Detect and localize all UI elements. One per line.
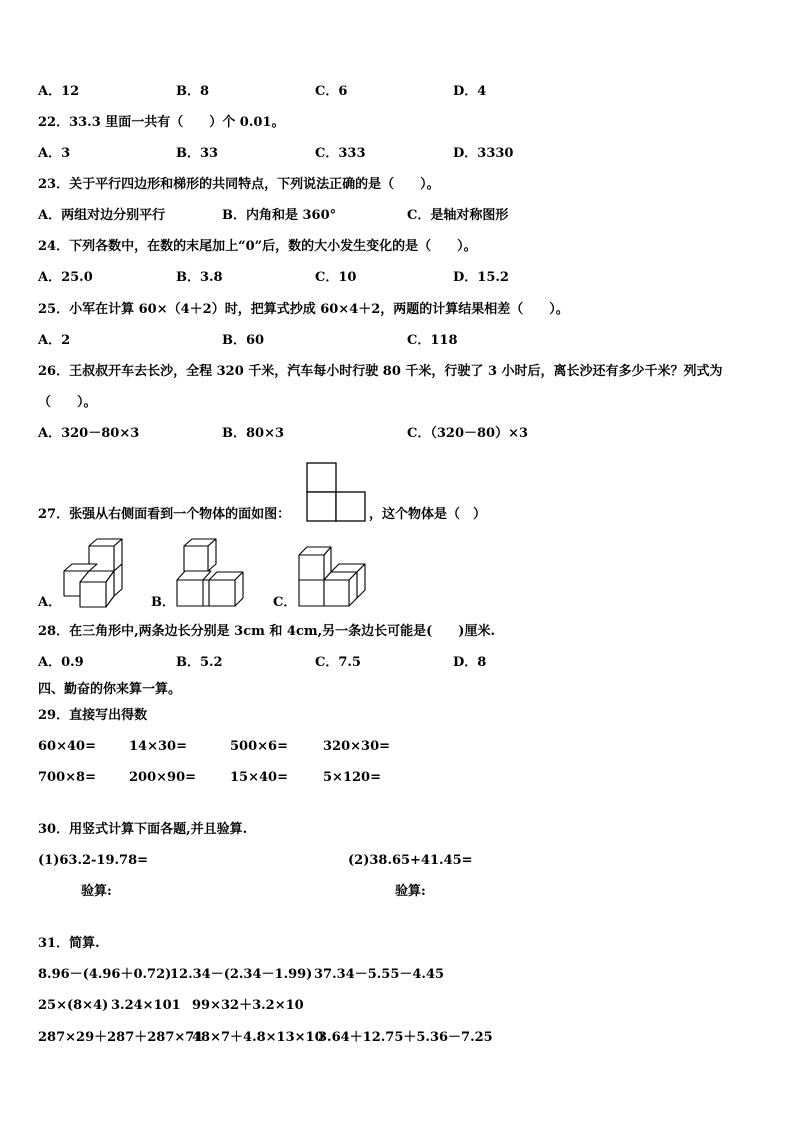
q25-option-b[interactable]: B．60 [222,333,265,348]
q29-item: 700×8= [38,770,96,785]
q24-option-c[interactable]: C．10 [315,270,357,285]
q27-option-a[interactable]: A． [38,595,62,610]
q21-option-c[interactable]: C．6 [315,84,348,99]
q23-stem: 23．关于平行四边形和梯形的共同特点，下列说法正确的是（ ）。 [38,177,440,192]
q29-item: 5×120= [323,770,381,785]
q29-item: 15×40= [230,770,288,785]
q30-stem: 30．用竖式计算下面各题,并且验算. [38,822,248,837]
q28-option-a[interactable]: A．0.9 [38,655,84,670]
q26-stem-line2: （ ）。 [38,395,97,410]
q31-item: 3.64＋12.75＋5.36－7.25 [318,1030,493,1045]
q29-stem: 29．直接写出得数 [38,708,148,723]
section-heading: 四、勤奋的你来算一算。 [38,682,182,697]
q21-option-d[interactable]: D．4 [453,84,487,99]
q24-option-b[interactable]: B．3.8 [176,270,223,285]
q25-option-c[interactable]: C．118 [407,333,458,348]
q28-option-b[interactable]: B．5.2 [176,655,223,670]
q29-item: 14×30= [129,739,187,754]
q31-item: 48×7＋4.8×13×10 [192,1030,324,1045]
q31-item: 25×(8×4) [38,998,109,1013]
q25-stem: 25．小军在计算 60×（4＋2）时，把算式抄成 60×4＋2，两题的计算结果相差（ ）。 [38,302,569,317]
q22-option-d[interactable]: D．3330 [453,146,514,161]
q24-option-a[interactable]: A．25.0 [38,270,93,285]
q27-option-c-cubes-icon[interactable] [297,545,369,609]
q27-option-a-cubes-icon[interactable] [62,538,126,610]
q28-stem: 28．在三角形中,两条边长分别是 3cm 和 4cm,另一条边长可能是( )厘米. [38,624,495,639]
q31-item: 8.96－(4.96＋0.72) [38,967,172,982]
q22-stem: 22．33.3 里面一共有（ ）个 0.01。 [38,115,285,130]
q29-item: 320×30= [323,739,391,754]
q26-stem-line1: 26．王叔叔开车去长沙，全程 320 千米，汽车每小时行驶 80 千米，行驶了 3 小时后，离长沙还有多少千米？列式为 [38,364,723,379]
q31-item: 37.34－5.55－4.45 [314,967,445,982]
q29-item: 500×6= [230,739,288,754]
q31-item: 99×32＋3.2×10 [192,998,304,1013]
q23-option-a[interactable]: A．两组对边分别平行 [38,208,166,223]
q28-option-d[interactable]: D．8 [453,655,487,670]
q23-option-b[interactable]: B．内角和是 360° [222,208,337,223]
q30-problem-1: (1)63.2-19.78= [38,853,149,868]
q27-stem-post: ，这个物体是（ ） [369,507,487,522]
q31-item: 12.34－(2.34－1.99) [170,967,313,982]
q27-option-c[interactable]: C． [273,595,297,610]
q27-stem-pre: 27．张强从右侧面看到一个物体的面如图： [38,507,291,522]
q23-option-c[interactable]: C．是轴对称图形 [407,208,509,223]
q30-check-label-1: 验算: [81,884,112,899]
q27-option-b-cubes-icon[interactable] [175,538,247,610]
q22-option-a[interactable]: A．3 [38,146,71,161]
q31-item: 287×29＋287＋287×71 [38,1030,204,1045]
q31-stem: 31．简算. [38,936,100,951]
q21-option-a[interactable]: A．12 [38,84,80,99]
q24-stem: 24．下列各数中，在数的末尾加上“0”后，数的大小发生变化的是（ ）。 [38,239,477,254]
q31-item: 3.24×101 [111,998,181,1013]
q22-option-b[interactable]: B．33 [176,146,219,161]
q28-option-c[interactable]: C．7.5 [315,655,361,670]
q30-problem-2: (2)38.65+41.45= [348,853,473,868]
q26-option-c[interactable]: C．（320－80）×3 [407,426,529,441]
q21-option-b[interactable]: B．8 [176,84,210,99]
q29-item: 200×90= [129,770,197,785]
q26-option-a[interactable]: A．320－80×3 [38,426,140,441]
q22-option-c[interactable]: C．333 [315,146,366,161]
q30-check-label-2: 验算: [395,884,426,899]
q29-item: 60×40= [38,739,96,754]
side-view-figure [306,462,368,522]
q26-option-b[interactable]: B．80×3 [222,426,285,441]
q25-option-a[interactable]: A．2 [38,333,71,348]
q27-option-b[interactable]: B． [151,595,175,610]
q24-option-d[interactable]: D．15.2 [453,270,509,285]
